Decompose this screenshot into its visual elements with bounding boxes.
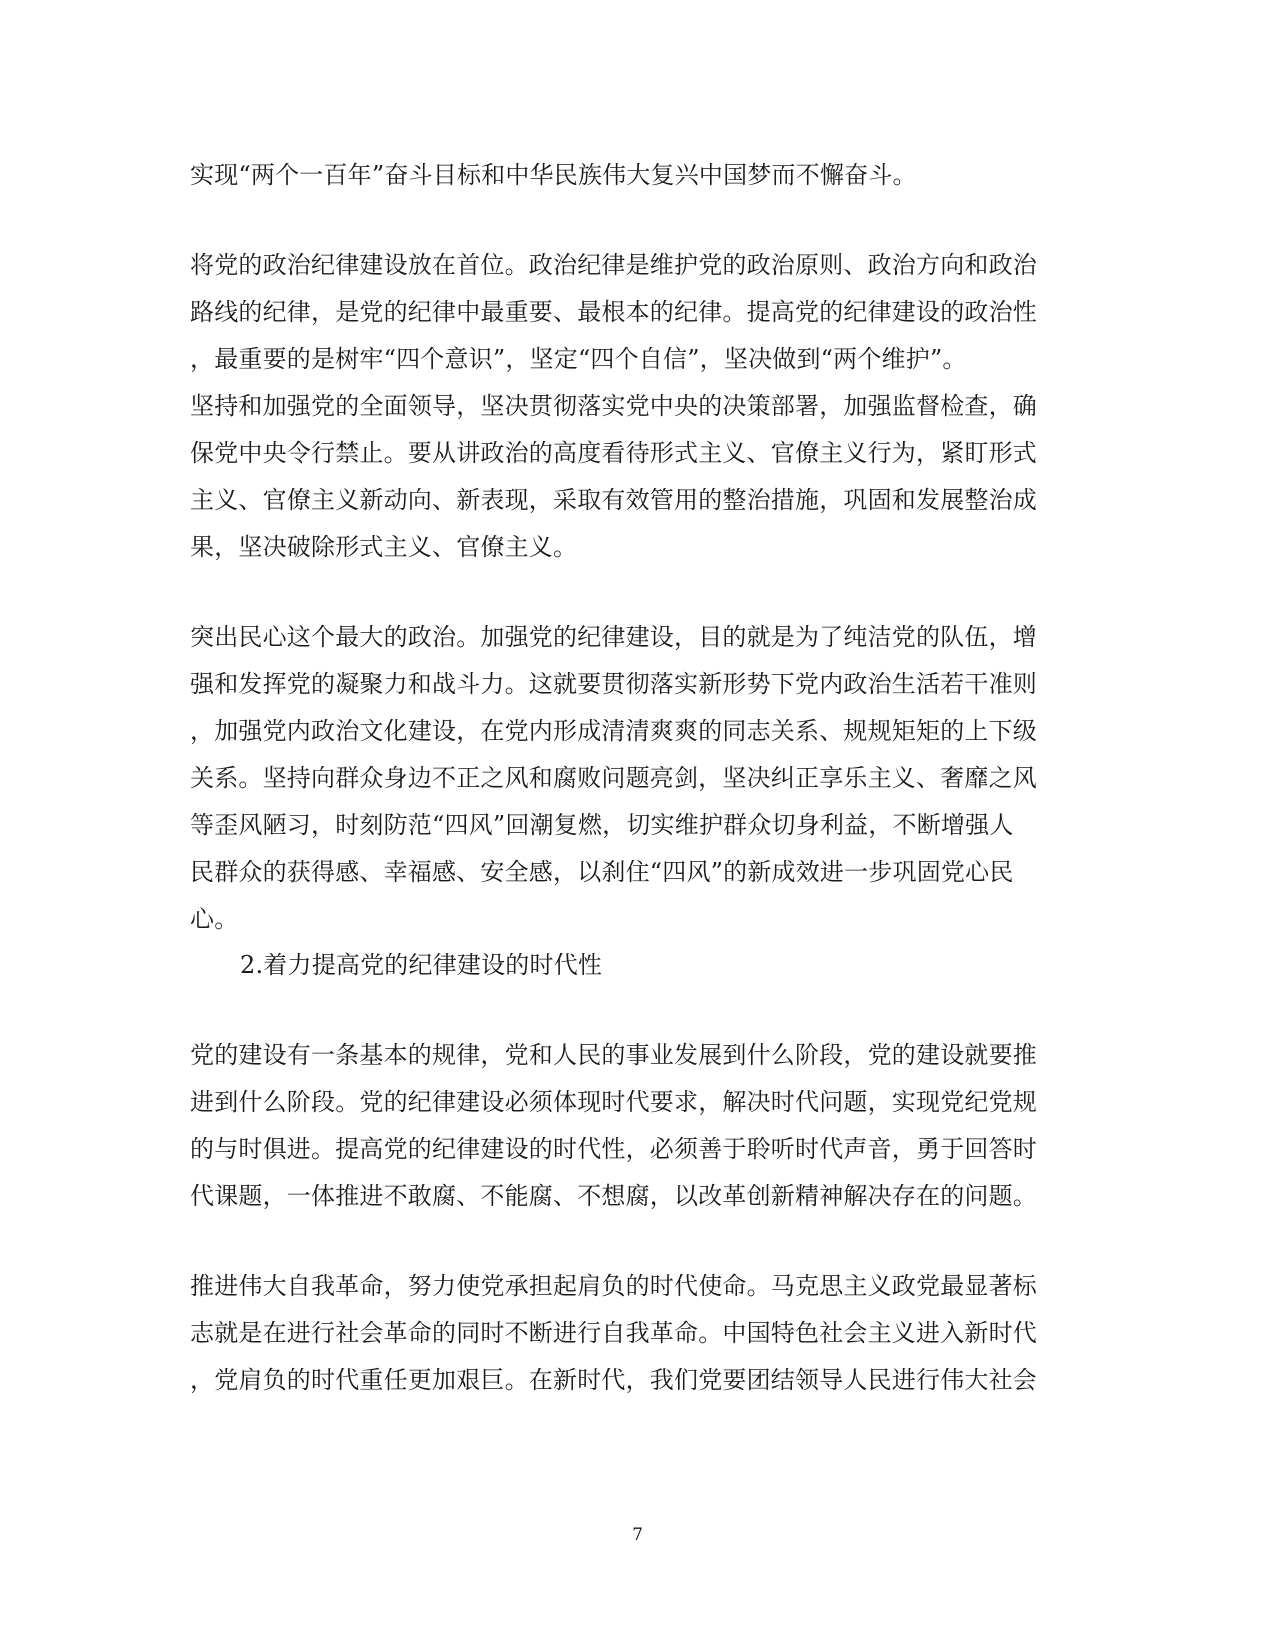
text-line: 路线的纪律，是党的纪律中最重要、最根本的纪律。提高党的纪律建设的政治性: [190, 298, 1037, 326]
text-line: 突出民心这个最大的政治。加强党的纪律建设，目的就是为了纯洁党的队伍，增: [190, 623, 1037, 651]
text-line: 坚持和加强党的全面领导，坚决贯彻落实党中央的决策部署，加强监督检查，确: [190, 392, 1037, 420]
text-line: 保党中央令行禁止。要从讲政治的高度看待形式主义、官僚主义行为，紧盯形式: [190, 439, 1037, 467]
text-line: ，加强党内政治文化建设，在党内形成清清爽爽的同志关系、规规矩矩的上下级: [190, 717, 1037, 745]
text-line: 民群众的获得感、幸福感、安全感，以刹住“四风”的新成效进一步巩固党心民: [190, 858, 1014, 886]
text-line: ，党肩负的时代重任更加艰巨。在新时代，我们党要团结领导人民进行伟大社会: [190, 1366, 1037, 1394]
page-number: 7: [632, 1525, 643, 1545]
text-line: 志就是在进行社会革命的同时不断进行自我革命。中国特色社会主义进入新时代: [190, 1319, 1037, 1347]
text-line: 进到什么阶段。党的纪律建设必须体现时代要求，解决时代问题，实现党纪党规: [190, 1088, 1037, 1116]
text-line: 实现“两个一百年”奋斗目标和中华民族伟大复兴中国梦而不懈奋斗。: [190, 161, 917, 189]
text-line: 推进伟大自我革命，努力使党承担起肩负的时代使命。马克思主义政党最显著标: [190, 1272, 1037, 1300]
text-line: 主义、官僚主义新动向、新表现，采取有效管用的整治措施，巩固和发展整治成: [190, 486, 1037, 514]
text-line: 党的建设有一条基本的规律，党和人民的事业发展到什么阶段，党的建设就要推: [190, 1041, 1037, 1069]
text-line: 代课题，一体推进不敢腐、不能腐、不想腐，以改革创新精神解决存在的问题。: [190, 1182, 1037, 1210]
text-line: 强和发挥党的凝聚力和战斗力。这就要贯彻落实新形势下党内政治生活若干准则: [190, 670, 1037, 698]
text-line: ，最重要的是树牢“四个意识”，坚定“四个自信”，坚决做到“两个维护”。: [190, 345, 967, 373]
text-line: 将党的政治纪律建设放在首位。政治纪律是维护党的政治原则、政治方向和政治: [190, 251, 1037, 279]
text-line: 果，坚决破除形式主义、官僚主义。: [190, 533, 578, 561]
text-line: 等歪风陋习，时刻防范“四风”回潮复燃，切实维护群众切身利益，不断增强人: [190, 811, 1014, 839]
text-line: 心。: [190, 905, 239, 933]
text-line: 的与时俱进。提高党的纪律建设的时代性，必须善于聆听时代声音，勇于回答时: [190, 1135, 1037, 1163]
section-heading: 2.着力提高党的纪律建设的时代性: [240, 951, 603, 979]
text-line: 关系。坚持向群众身边不正之风和腐败问题亮剑，坚决纠正享乐主义、奢靡之风: [190, 764, 1037, 792]
